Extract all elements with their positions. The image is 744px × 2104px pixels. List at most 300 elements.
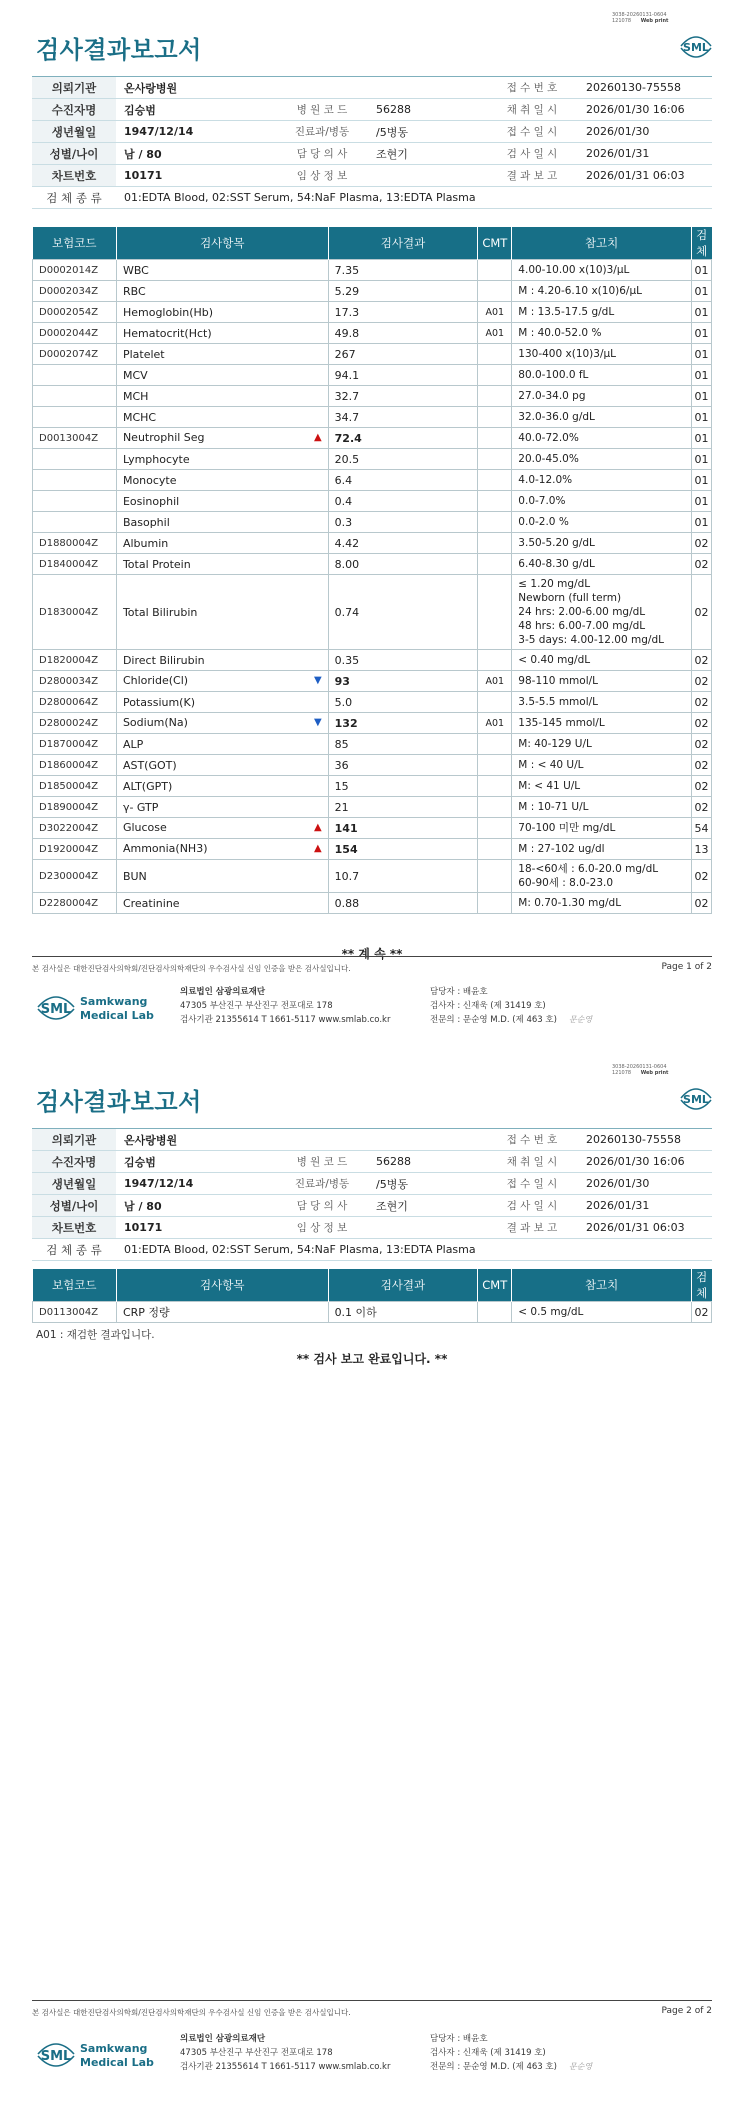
reference-range: 135-145 mmol/L (512, 713, 692, 734)
specimen-code: 02 (691, 554, 711, 575)
sex-age-label: 성별/나이 (32, 1195, 116, 1217)
lab-name: 의료법인 삼광의료재단 (180, 2034, 266, 2044)
print-meta (612, 1064, 668, 1076)
specimen-value: 01:EDTA Blood, 02:SST Serum, 54:NaF Plasma, 13:EDTA Plasma (116, 1239, 712, 1261)
signature: 문순영 (568, 1015, 593, 1024)
reported-label: 결 과 보 고 (486, 1217, 578, 1239)
sml-badge-icon (678, 1082, 714, 1112)
test-result: 0.88 (328, 893, 478, 914)
insurance-code: D1920004Z (33, 839, 117, 860)
reference-range: 0.0-2.0 % (512, 512, 692, 533)
test-result: 0.35 (328, 650, 478, 671)
test-name: Neutrophil Seg (122, 431, 205, 444)
chart-label: 차트번호 (32, 1217, 116, 1239)
specimen-code: 02 (691, 734, 711, 755)
test-name: Ammonia(NH3) (122, 842, 208, 855)
test-result: 10.7 (328, 860, 478, 893)
col-ref: 참고치 (512, 1269, 692, 1302)
patient-label: 수진자명 (32, 99, 116, 121)
comment-code (478, 1302, 512, 1323)
result-row (33, 323, 712, 344)
comment-code (478, 650, 512, 671)
test-name: RBC (122, 284, 146, 298)
test-name: Basophil (122, 515, 170, 529)
chart-value: 10171 (116, 165, 276, 187)
clinical-label: 임 상 정 보 (276, 1217, 368, 1239)
reference-range: 3.50-5.20 g/dL (512, 533, 692, 554)
insurance-code: D0113004Z (33, 1302, 117, 1323)
comment-code (478, 839, 512, 860)
high-flag-icon: ▲ (313, 822, 322, 833)
test-name: Sodium(Na) (122, 716, 188, 729)
comment-code (478, 512, 512, 533)
test-name: MCV (122, 368, 148, 382)
specimen-code: 02 (691, 533, 711, 554)
reference-range: M : 27-102 ug/dl (512, 839, 692, 860)
comment-code (478, 407, 512, 428)
result-row (33, 734, 712, 755)
specialist-value: 문순영 M.D. (제 463 호) (462, 2062, 557, 2072)
test-item (116, 755, 328, 776)
received-label: 접 수 일 시 (486, 121, 578, 143)
test-name: ALT(GPT) (122, 779, 173, 793)
test-name: Glucose (122, 821, 167, 834)
specimen-code: 02 (691, 893, 711, 914)
reference-range: 27.0-34.0 pg (512, 386, 692, 407)
specimen-code: 54 (691, 818, 711, 839)
result-row (33, 365, 712, 386)
footer-divider (32, 956, 712, 957)
comment-code (478, 365, 512, 386)
results-body (33, 260, 712, 914)
reference-range: M : 10-71 U/L (512, 797, 692, 818)
reference-range: M : 13.5-17.5 g/dL (512, 302, 692, 323)
result-row (33, 671, 712, 692)
test-result: 21 (328, 797, 478, 818)
insurance-code: D1820004Z (33, 650, 117, 671)
col-ref: 참고치 (512, 227, 692, 260)
received-value: 2026/01/30 (578, 121, 712, 143)
disclaimer: 본 검사실은 대한진단검사의학회/진단검사의학재단의 우수검사실 신임 인증을 받은 검사실입니다. (32, 2008, 351, 2017)
receipt-no-label: 접 수 번 호 (486, 77, 578, 99)
tested-value: 2026/01/31 (578, 1195, 712, 1217)
result-row (33, 650, 712, 671)
comment-code (478, 893, 512, 914)
test-item (116, 839, 328, 860)
reported-value: 2026/01/31 06:03 (578, 1217, 712, 1239)
hospital-label: 의뢰기관 (32, 77, 116, 99)
reference-range: 40.0-72.0% (512, 428, 692, 449)
hospital-code-label: 병 원 코 드 (276, 1151, 368, 1173)
insurance-code (33, 491, 117, 512)
test-result: 6.4 (328, 470, 478, 491)
disclaimer: 본 검사실은 대한진단검사의학회/진단검사의학재단의 우수검사실 신임 인증을 받은 검사실입니다. (32, 964, 351, 973)
test-result: 34.7 (328, 407, 478, 428)
col-specimen: 검체 (691, 1269, 711, 1302)
comment-code (478, 692, 512, 713)
specimen-code: 02 (691, 776, 711, 797)
test-item (116, 776, 328, 797)
result-row (33, 428, 712, 449)
specimen-code: 02 (691, 797, 711, 818)
result-row (33, 533, 712, 554)
reference-range: < 0.40 mg/dL (512, 650, 692, 671)
hospital-value: 온사랑병원 (116, 77, 486, 99)
test-name: Potassium(K) (122, 695, 195, 709)
tester-label: 검사자 : (430, 2048, 461, 2058)
meta-line: 121078 (612, 1070, 632, 1076)
specimen-label: 검 체 종 류 (32, 1239, 116, 1261)
test-result: 15 (328, 776, 478, 797)
insurance-code: D1850004Z (33, 776, 117, 797)
dept-value: /5병동 (368, 121, 486, 143)
hospital-code-label: 병 원 코 드 (276, 99, 368, 121)
test-name: MCHC (122, 410, 157, 424)
receipt-no-value: 20260130-75558 (578, 77, 712, 99)
collected-value: 2026/01/30 16:06 (578, 99, 712, 121)
insurance-code (33, 365, 117, 386)
test-result: 5.29 (328, 281, 478, 302)
insurance-code: D1860004Z (33, 755, 117, 776)
meta-line: 3038-20260131-0604 (612, 1064, 667, 1070)
manager-label: 담당자 : (430, 987, 461, 997)
test-item (116, 575, 328, 650)
insurance-code (33, 512, 117, 533)
test-result: 267 (328, 344, 478, 365)
specimen-code: 01 (691, 491, 711, 512)
test-name: Eosinophil (122, 494, 180, 508)
test-name: BUN (122, 869, 147, 883)
test-item (116, 323, 328, 344)
result-row (33, 386, 712, 407)
meta-line: 121078 (612, 18, 632, 24)
staff-info (430, 2032, 592, 2074)
print-meta (612, 12, 668, 24)
chart-value: 10171 (116, 1217, 276, 1239)
specimen-code: 02 (691, 671, 711, 692)
specimen-code: 02 (691, 755, 711, 776)
col-code: 보험코드 (33, 1269, 117, 1302)
patient-value: 김승범 (116, 1151, 276, 1173)
reference-range: 6.40-8.30 g/dL (512, 554, 692, 575)
insurance-code: D0002014Z (33, 260, 117, 281)
page-number: Page 1 of 2 (661, 962, 712, 972)
doctor-label: 담 당 의 사 (276, 1195, 368, 1217)
doctor-value: 조현기 (368, 143, 486, 165)
test-item (116, 302, 328, 323)
comment-code: A01 (478, 671, 512, 692)
specimen-code: 02 (691, 713, 711, 734)
test-item (116, 470, 328, 491)
insurance-code: D0002034Z (33, 281, 117, 302)
sex-age-label: 성별/나이 (32, 143, 116, 165)
tested-value: 2026/01/31 (578, 143, 712, 165)
specialist-value: 문순영 M.D. (제 463 호) (462, 1015, 557, 1025)
reference-range: M : < 40 U/L (512, 755, 692, 776)
logo-name: Samkwang (80, 2042, 148, 2055)
test-item (116, 818, 328, 839)
test-result: 72.4 (328, 428, 478, 449)
test-result: 0.3 (328, 512, 478, 533)
test-item (116, 491, 328, 512)
test-name: Creatinine (122, 896, 180, 910)
result-row (33, 797, 712, 818)
col-specimen: 검체 (691, 227, 711, 260)
specimen-code: 01 (691, 512, 711, 533)
test-name: Total Bilirubin (122, 605, 198, 619)
clinical-value (368, 1217, 486, 1239)
test-result: 94.1 (328, 365, 478, 386)
col-code: 보험코드 (33, 227, 117, 260)
reference-range: 20.0-45.0% (512, 449, 692, 470)
test-name: AST(GOT) (122, 758, 177, 772)
receipt-no-value: 20260130-75558 (578, 1129, 712, 1151)
high-flag-icon: ▲ (313, 843, 322, 854)
logo-text: SML (40, 2049, 72, 2064)
received-value: 2026/01/30 (578, 1173, 712, 1195)
comment-code (478, 428, 512, 449)
comment-code (478, 344, 512, 365)
doctor-label: 담 당 의 사 (276, 143, 368, 165)
manager-value: 배윤호 (462, 2034, 488, 2044)
sml-logo-icon (36, 985, 166, 1029)
test-result: 4.42 (328, 533, 478, 554)
insurance-code: D2800064Z (33, 692, 117, 713)
test-item (116, 692, 328, 713)
result-row (33, 449, 712, 470)
test-item (116, 386, 328, 407)
complete-text: ** 검사 보고 완료입니다. ** (296, 1352, 448, 1366)
logo-name: Samkwang (80, 995, 148, 1008)
reported-value: 2026/01/31 06:03 (578, 165, 712, 187)
test-item (116, 893, 328, 914)
comment-code (478, 554, 512, 575)
test-result: 5.0 (328, 692, 478, 713)
low-flag-icon: ▼ (313, 675, 322, 686)
sex-age-value: 남 / 80 (116, 143, 276, 165)
reference-range: M : 40.0-52.0 % (512, 323, 692, 344)
continue-text: ** 계 속 ** (341, 947, 403, 961)
test-result: 0.1 이하 (328, 1302, 478, 1323)
dept-label: 진료과/병동 (276, 1173, 368, 1195)
comment-code (478, 491, 512, 512)
report-title: 검사결과보고서 (36, 1088, 202, 1116)
sml-badge-icon (678, 30, 714, 60)
test-result: 17.3 (328, 302, 478, 323)
lab-address: 47305 부산진구 부산진구 전포대로 178 (180, 2048, 333, 2058)
test-item (116, 860, 328, 893)
test-result: 49.8 (328, 323, 478, 344)
patient-info-table (32, 76, 712, 209)
insurance-code: D2800024Z (33, 713, 117, 734)
badge-text: SML (683, 41, 709, 54)
lab-name: 의료법인 삼광의료재단 (180, 987, 266, 997)
comment-code: A01 (478, 302, 512, 323)
result-row (33, 470, 712, 491)
specialist-label: 전문의 : (430, 1015, 461, 1025)
sml-logo-icon (36, 2032, 166, 2076)
test-item (116, 533, 328, 554)
col-item: 검사항목 (116, 1269, 328, 1302)
specimen-code: 02 (691, 575, 711, 650)
test-item (116, 671, 328, 692)
doctor-value: 조현기 (368, 1195, 486, 1217)
insurance-code: D2800034Z (33, 671, 117, 692)
result-row (33, 407, 712, 428)
insurance-code: D1880004Z (33, 533, 117, 554)
collected-value: 2026/01/30 16:06 (578, 1151, 712, 1173)
sex-age-value: 남 / 80 (116, 1195, 276, 1217)
result-row (33, 281, 712, 302)
test-item (116, 650, 328, 671)
logo-text: SML (40, 1002, 72, 1017)
reference-range: 4.0-12.0% (512, 470, 692, 491)
insurance-code: D1830004Z (33, 575, 117, 650)
test-name: WBC (122, 263, 149, 277)
col-result: 검사결과 (328, 227, 478, 260)
specimen-code: 01 (691, 407, 711, 428)
specimen-code: 02 (691, 692, 711, 713)
reference-range: M: < 41 U/L (512, 776, 692, 797)
comment-code (478, 860, 512, 893)
receipt-no-label: 접 수 번 호 (486, 1129, 578, 1151)
lab-info (180, 2032, 390, 2074)
test-name: Hematocrit(Hct) (122, 326, 212, 340)
reference-range: M : 4.20-6.10 x(10)6/μL (512, 281, 692, 302)
specimen-code: 01 (691, 323, 711, 344)
result-row (33, 491, 712, 512)
test-item (116, 449, 328, 470)
insurance-code (33, 470, 117, 491)
reference-range: 130-400 x(10)3/μL (512, 344, 692, 365)
chart-label: 차트번호 (32, 165, 116, 187)
hospital-label: 의뢰기관 (32, 1129, 116, 1151)
comment-code (478, 734, 512, 755)
result-row (33, 839, 712, 860)
reference-range: M: 0.70-1.30 mg/dL (512, 893, 692, 914)
test-item (116, 344, 328, 365)
dob-value: 1947/12/14 (116, 121, 276, 143)
comment-code (478, 470, 512, 491)
test-item (116, 407, 328, 428)
result-row (33, 713, 712, 734)
insurance-code: D0002054Z (33, 302, 117, 323)
col-item: 검사항목 (116, 227, 328, 260)
comment-code (478, 533, 512, 554)
specimen-code: 02 (691, 650, 711, 671)
comment-code (478, 755, 512, 776)
test-result: 93 (328, 671, 478, 692)
specimen-code: 01 (691, 302, 711, 323)
lab-contact: 검사기관 21355614 T 1661-5117 www.smlab.co.kr (180, 2062, 391, 2072)
test-result: 132 (328, 713, 478, 734)
test-name: Monocyte (122, 473, 177, 487)
specimen-code: 01 (691, 260, 711, 281)
insurance-code: D2300004Z (33, 860, 117, 893)
test-item (116, 260, 328, 281)
tester-value: 신재욱 (제 31419 호) (462, 1001, 546, 1011)
test-result: 154 (328, 839, 478, 860)
result-row (33, 818, 712, 839)
test-result: 20.5 (328, 449, 478, 470)
meta-line: 3038-20260131-0604 (612, 12, 667, 18)
test-item (116, 1302, 328, 1323)
dept-label: 진료과/병동 (276, 121, 368, 143)
reference-range: 70-100 미만 mg/dL (512, 818, 692, 839)
report-title: 검사결과보고서 (36, 36, 202, 64)
result-row (33, 893, 712, 914)
insurance-code: D1870004Z (33, 734, 117, 755)
results-table-page1 (32, 227, 712, 914)
specimen-label: 검 체 종 류 (32, 187, 116, 209)
logo-name: Medical Lab (80, 1009, 154, 1022)
signature: 문순영 (568, 2062, 593, 2071)
test-result: 0.4 (328, 491, 478, 512)
comment-code (478, 818, 512, 839)
clinical-value (368, 165, 486, 187)
col-cmt: CMT (478, 1269, 512, 1302)
test-item (116, 554, 328, 575)
reference-range: 4.00-10.00 x(10)3/μL (512, 260, 692, 281)
test-result: 141 (328, 818, 478, 839)
specimen-code: 01 (691, 281, 711, 302)
tester-label: 검사자 : (430, 1001, 461, 1011)
patient-value: 김승범 (116, 99, 276, 121)
test-item (116, 428, 328, 449)
footnote: A01 : 재검한 결과입니다. (36, 1329, 155, 1341)
specimen-code: 13 (691, 839, 711, 860)
test-result: 85 (328, 734, 478, 755)
test-item (116, 365, 328, 386)
col-result: 검사결과 (328, 1269, 478, 1302)
hospital-code-value: 56288 (368, 99, 486, 121)
tested-label: 검 사 일 시 (486, 143, 578, 165)
footer-divider (32, 2000, 712, 2001)
results-body (33, 1302, 712, 1323)
reference-range: 3.5-5.5 mmol/L (512, 692, 692, 713)
test-name: Hemoglobin(Hb) (122, 305, 214, 319)
dob-value: 1947/12/14 (116, 1173, 276, 1195)
insurance-code: D3022004Z (33, 818, 117, 839)
web-print-label: Web print (640, 18, 669, 24)
low-flag-icon: ▼ (313, 717, 322, 728)
staff-info (430, 985, 592, 1027)
test-name: ALP (122, 737, 144, 751)
reference-range: 0.0-7.0% (512, 491, 692, 512)
high-flag-icon: ▲ (313, 432, 322, 443)
test-result: 32.7 (328, 386, 478, 407)
result-row (33, 575, 712, 650)
patient-label: 수진자명 (32, 1151, 116, 1173)
hospital-code-value: 56288 (368, 1151, 486, 1173)
result-row (33, 260, 712, 281)
dob-label: 생년월일 (32, 1173, 116, 1195)
specimen-code: 01 (691, 344, 711, 365)
test-result: 0.74 (328, 575, 478, 650)
tester-value: 신재욱 (제 31419 호) (462, 2048, 546, 2058)
test-item (116, 281, 328, 302)
result-row (33, 692, 712, 713)
specimen-code: 01 (691, 449, 711, 470)
reference-range: 18-<60세 : 6.0-20.0 mg/dL 60-90세 : 8.0-23.0 (512, 860, 692, 893)
test-item (116, 797, 328, 818)
web-print-label: Web print (640, 1070, 669, 1076)
hospital-value: 온사랑병원 (116, 1129, 486, 1151)
received-label: 접 수 일 시 (486, 1173, 578, 1195)
insurance-code (33, 449, 117, 470)
result-row (33, 512, 712, 533)
clinical-label: 임 상 정 보 (276, 165, 368, 187)
